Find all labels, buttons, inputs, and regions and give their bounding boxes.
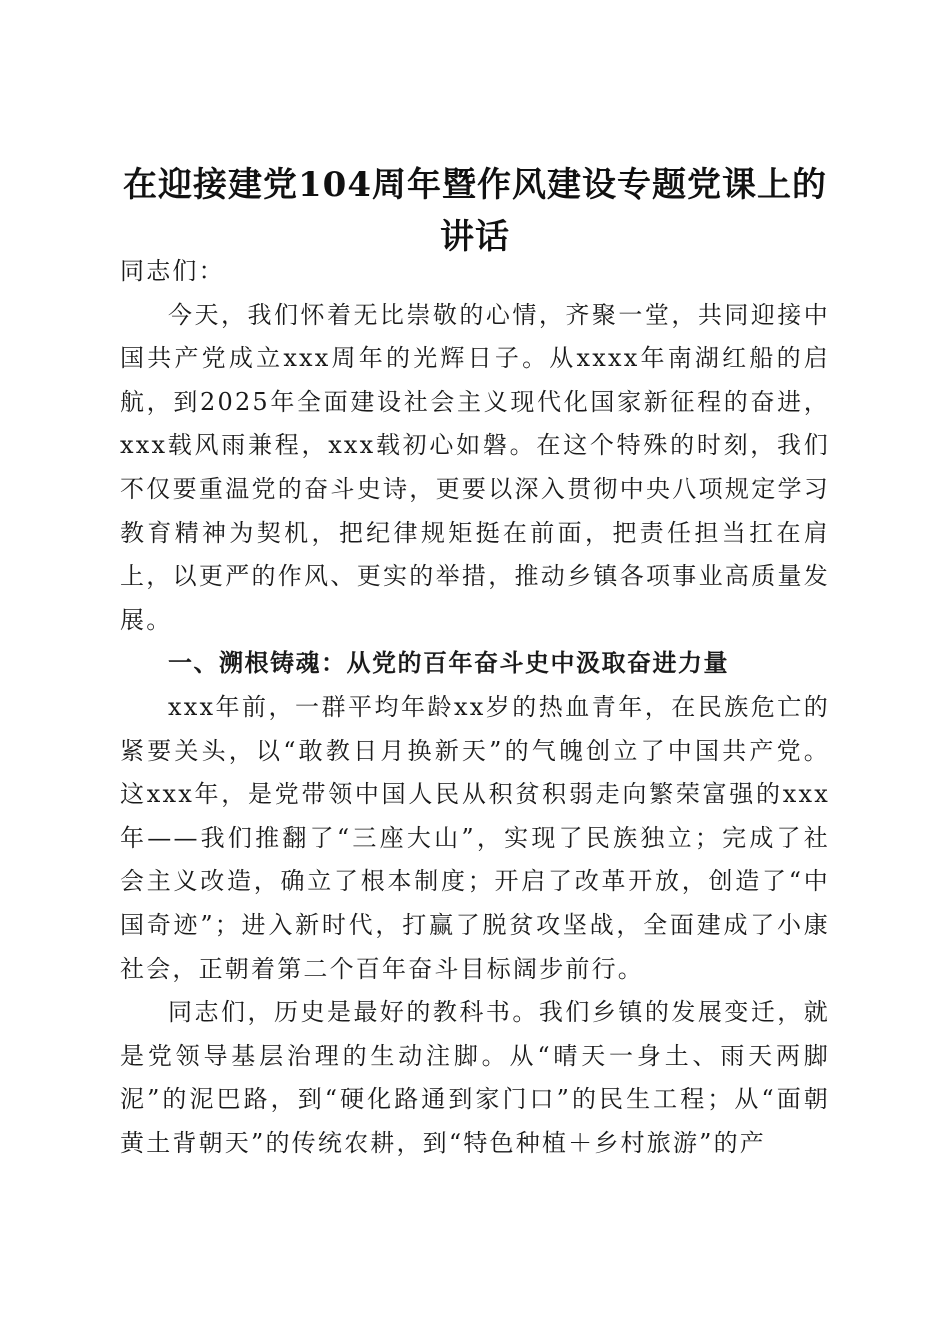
title-line-1: 在迎接建党104周年暨作风建设专题党课上的 bbox=[123, 164, 827, 205]
document-title bbox=[100, 159, 850, 263]
salutation: 同志们： bbox=[120, 257, 225, 285]
paragraph-intro: 今天，我们怀着无比崇敬的心情，齐聚一堂，共同迎接中国共产党成立xxx周年的光辉日子。从xxxx年南湖红船的启航，到2025年全面建设社会主义现代化国家新征程的奋进，xxx载风雨兼程，xxx载初心如磐。在这个特殊的时刻，我们不仅要重温党的奋斗史诗，更要以深入贯彻中央八项规定学习教育精神为契机，把纪律规矩挺在前面，把责任担当扛在肩上，以更严的作风、更实的举措，推动乡镇各项事业高质量发展。 bbox=[120, 300, 830, 634]
paragraph-township: 同志们，历史是最好的教科书。我们乡镇的发展变迁，就是党领导基层治理的生动注脚。从“晴天一身土、雨天两脚泥”的泥巴路，到“硬化路通到家门口”的民生工程；从“面朝黄土背朝天”的传统农耕，到“特色种植＋乡村旅游”的产 bbox=[120, 998, 830, 1157]
section-heading-1: 一、溯根铸魂：从党的百年奋斗史中汲取奋进力量 bbox=[168, 649, 729, 678]
document-body bbox=[120, 250, 830, 1165]
paragraph-history: xxx年前，一群平均年龄xx岁的热血青年，在民族危亡的紧要关头，以“敢教日月换新天”的气魄创立了中国共产党。这xxx年，是党带领中国人民从积贫积弱走向繁荣富强的xxx年——我们推翻了“三座大山”，实现了民族独立；完成了社会主义改造，确立了根本制度；开启了改革开放，创造了“中国奇迹”；进入新时代，打赢了脱贫攻坚战，全面建成了小康社会，正朝着第二个百年奋斗目标阔步前行。 bbox=[120, 692, 830, 983]
title-line-2: 讲话 bbox=[440, 216, 510, 257]
